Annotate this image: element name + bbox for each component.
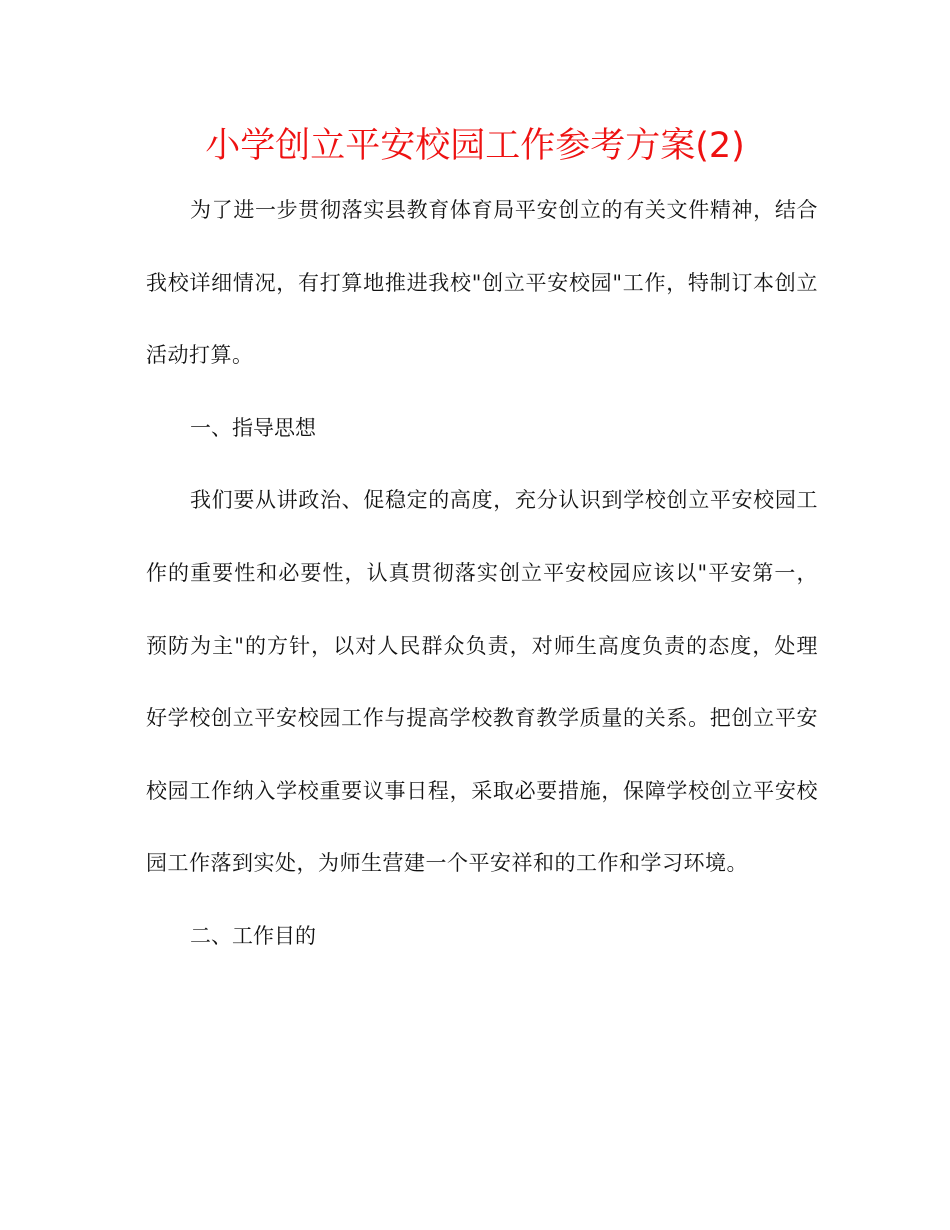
section-heading-work-goals: 二、工作目的 bbox=[190, 923, 316, 948]
guiding-ideology-paragraph: 我们要从讲政治、促稳定的高度，充分认识到学校创立平安校园工作的重要性和必要性，认真贯彻落实创立平安校园应该以"平安第一，预防为主"的方针，以对人民群众负责，对师生高度负责的态度，处理好学校创立平安校园工作与提高学校教育教学质量的关系。把创立平安校园工作纳入学校重要议事日程，采取必要措施，保障学校创立平安校园工作落到实处，为师生营建一个平安祥和的工作和学习环境。 bbox=[146, 488, 818, 876]
section-heading-guiding-ideology: 一、指导思想 bbox=[190, 415, 316, 440]
document-title: 小学创立平安校园工作参考方案(2) bbox=[205, 126, 745, 166]
intro-paragraph: 为了进一步贯彻落实县教育体育局平安创立的有关文件精神，结合我校详细情况，有打算地推进我校"创立平安校园"工作，特制订本创立活动打算。 bbox=[146, 198, 818, 368]
document-body bbox=[146, 174, 818, 973]
